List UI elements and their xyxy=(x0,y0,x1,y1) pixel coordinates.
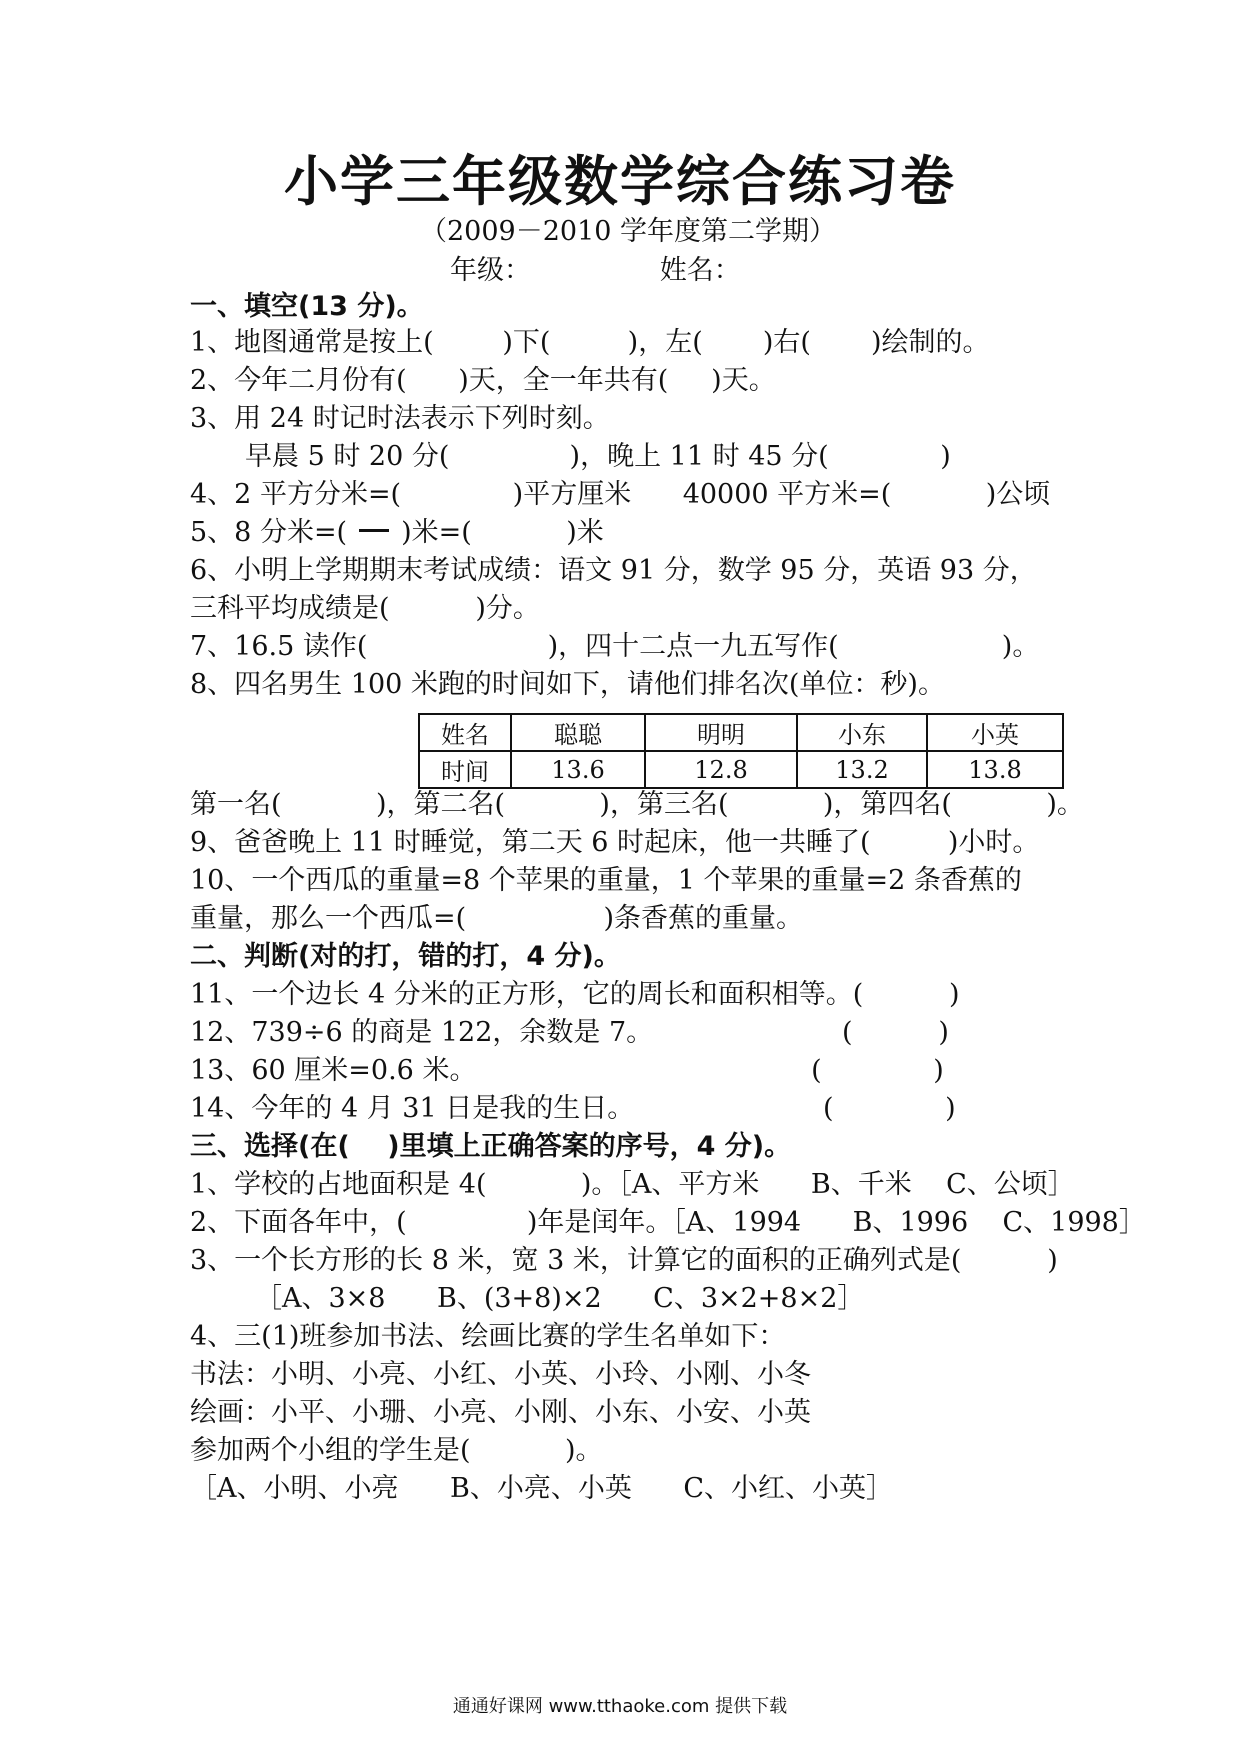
table-cell: 13.2 xyxy=(797,751,927,788)
footer-source: 通通好课网 www.tthaoke.com 提供下载 xyxy=(452,1696,788,1717)
choice-question-4-blank: 参加两个小组的学生是( )。 xyxy=(190,1435,603,1466)
question-10: 10、一个西瓜的重量=8 个苹果的重量，1 个苹果的重量=2 条香蕉的 xyxy=(190,865,1022,896)
grade-name-fields: 年级： 姓名： xyxy=(450,255,741,286)
table-row xyxy=(419,751,1063,788)
question-12: 12、739÷6 的商是 122，余数是 7。 ( ) xyxy=(190,1017,949,1048)
question-14: 14、今年的 4 月 31 日是我的生日。 ( ) xyxy=(190,1093,956,1124)
painting-list: 绘画：小平、小珊、小亮、小刚、小东、小安、小英 xyxy=(190,1397,811,1428)
question-3: 3、用 24 时记时法表示下列时刻。 xyxy=(190,403,610,434)
table-cell: 聪聪 xyxy=(511,714,645,751)
table-cell: 时间 xyxy=(419,751,511,788)
question-13: 13、60 厘米=0.6 米。 ( ) xyxy=(190,1055,944,1086)
question-4: 4、2 平方分米=( )平方厘米 40000 平方米=( )公顷 xyxy=(190,479,1051,510)
choice-question-2: 2、下面各年中，( )年是闰年。［A、1994 B、1996 C、1998］ xyxy=(190,1207,1146,1238)
running-times-table xyxy=(418,713,1064,789)
choice-question-1: 1、学校的占地面积是 4( )。［A、平方米 B、千米 C、公顷］ xyxy=(190,1169,1075,1200)
question-5-part-b: )米=( )米 xyxy=(401,517,604,548)
fraction-bar xyxy=(359,529,389,532)
question-8: 8、四名男生 100 米跑的时间如下，请他们排名次(单位：秒)。 xyxy=(190,669,945,700)
question-7: 7、16.5 读作( )，四十二点一九五写作( )。 xyxy=(190,631,1040,662)
choice-question-4-options: ［A、小明、小亮 B、小亮、小英 C、小红、小英］ xyxy=(190,1473,893,1504)
table-cell: 13.6 xyxy=(511,751,645,788)
table-cell: 明明 xyxy=(645,714,797,751)
question-5-part-a: 5、8 分米=( xyxy=(190,517,348,548)
table-cell: 姓名 xyxy=(419,714,511,751)
choice-question-3: 3、一个长方形的长 8 米，宽 3 米，计算它的面积的正确列式是( ) xyxy=(190,1245,1058,1276)
question-11: 11、一个边长 4 分米的正方形，它的周长和面积相等。( ) xyxy=(190,979,960,1010)
table-row xyxy=(419,714,1063,751)
choice-question-4: 4、三(1)班参加书法、绘画比赛的学生名单如下： xyxy=(190,1321,786,1352)
question-6: 6、小明上学期期末考试成绩：语文 91 分，数学 95 分，英语 93 分， xyxy=(190,555,1037,586)
choice-question-3-options: ［A、3×8 B、(3+8)×2 C、3×2+8×2］ xyxy=(255,1283,865,1314)
question-5 xyxy=(190,516,604,550)
question-3-line: 早晨 5 时 20 分( )，晚上 11 时 45 分( ) xyxy=(245,441,951,472)
page-title: 小学三年级数学综合练习卷 xyxy=(284,150,956,213)
question-6-cont: 三科平均成绩是( )分。 xyxy=(190,593,540,624)
section-heading-multiple-choice: 三、选择(在( )里填上正确答案的序号，4 分)。 xyxy=(190,1131,792,1162)
calligraphy-list: 书法：小明、小亮、小红、小英、小玲、小刚、小冬 xyxy=(190,1359,811,1390)
table-cell: 小东 xyxy=(797,714,927,751)
page-subtitle: （2009－2010 学年度第二学期） xyxy=(420,216,837,247)
question-8-ranks: 第一名( )，第二名( )，第三名( )，第四名( )。 xyxy=(190,789,1084,820)
table-cell: 小英 xyxy=(927,714,1063,751)
question-2: 2、今年二月份有( )天，全一年共有( )天。 xyxy=(190,365,776,396)
question-9: 9、爸爸晚上 11 时睡觉，第二天 6 时起床，他一共睡了( )小时。 xyxy=(190,827,1040,858)
table-cell: 12.8 xyxy=(645,751,797,788)
question-10-cont: 重量，那么一个西瓜=( )条香蕉的重量。 xyxy=(190,903,804,934)
section-heading-true-false: 二、判断(对的打，错的打，4 分)。 xyxy=(190,941,621,972)
table-cell: 13.8 xyxy=(927,751,1063,788)
question-1: 1、地图通常是按上( )下( )，左( )右( )绘制的。 xyxy=(190,327,990,358)
section-heading-fill-blank: 一、填空(13 分)。 xyxy=(190,291,424,322)
